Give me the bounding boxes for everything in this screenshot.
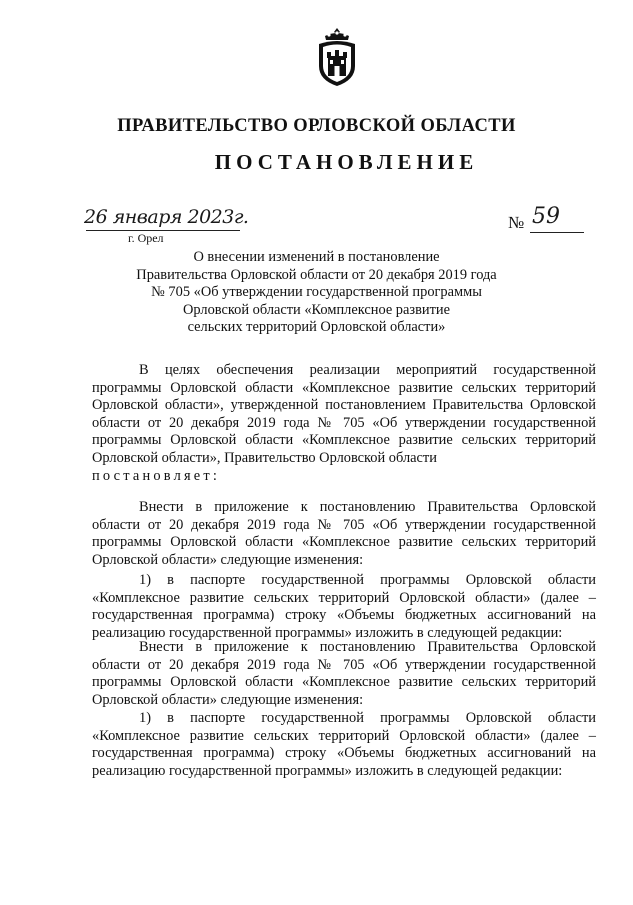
- resolves-word: постановляет:: [92, 467, 221, 484]
- paragraph-text: Внести в приложение к постановлению Правительства Орловской области от 20 декабря 2019 года № 705 «Об утверждении государственной программы Орловской области «Комплексное развитие сельских территорий Орловской области» следующие изменения:: [92, 499, 596, 568]
- paragraph-text: 1) в паспорте государственной программы Орловской области «Комплексное развитие сельских территорий Орловской области» (далее – государственная программа) строку «Объемы бюджетных ассигнований на реализацию государственной программы» изложить в следующей редакции:: [92, 710, 596, 779]
- subject-line: Правительства Орловской области от 20 декабря 2019 года: [136, 266, 497, 283]
- number-underline: [530, 232, 584, 233]
- handwritten-number: 59: [532, 204, 560, 229]
- paragraph-text: 1) в паспорте государственной программы Орловской области «Комплексное развитие сельских территорий Орловской области» (далее – государственная программа) строку «Объемы бюджетных ассигнований на реализацию государственной программы» изложить в следующей редакции:: [92, 572, 596, 641]
- number-label: №: [508, 213, 525, 232]
- body-paragraph-2: [92, 572, 596, 642]
- preamble-block: [92, 362, 596, 485]
- paragraph-text: Внести в приложение к постановлению Правительства Орловской области от 20 декабря 2019 года № 705 «Об утверждении государственной программы Орловской области «Комплексное развитие сельских территорий Орловской области» следующие изменения:: [92, 639, 596, 708]
- document-type-heading: ПОСТАНОВЛЕНИЕ: [214, 150, 479, 174]
- subject-line: Орловской области «Комплексное развитие: [183, 301, 450, 318]
- body-paragraph-1: [92, 499, 596, 569]
- subject-line: О внесении изменений в постановление: [193, 249, 440, 265]
- subject-line: № 705 «Об утверждении государственной программы: [151, 284, 482, 301]
- preamble-paragraph: В целях обеспечения реализации мероприятий государственной программы Орловской области «Комплексное развитие сельских территорий Орловской области», утвержденной постановлением Правительства Орловской области от 20 декабря 2019 года № 705 «Об утверждении государственной программы Орловской области «Комплексное развитие сельских территорий Орловской области», Правительство Орловской области: [92, 362, 596, 466]
- coat-of-arms-emblem: [315, 26, 359, 88]
- body-paragraph-3: [92, 639, 596, 709]
- handwritten-date: 26 января 2023г.: [84, 206, 249, 228]
- government-title: ПРАВИТЕЛЬСТВО ОРЛОВСКОЙ ОБЛАСТИ: [117, 116, 516, 136]
- document-subject: [0, 249, 633, 337]
- city-label: г. Орел: [128, 231, 164, 245]
- subject-line: сельских территорий Орловской области»: [187, 319, 446, 336]
- body-paragraph-4: [92, 710, 596, 780]
